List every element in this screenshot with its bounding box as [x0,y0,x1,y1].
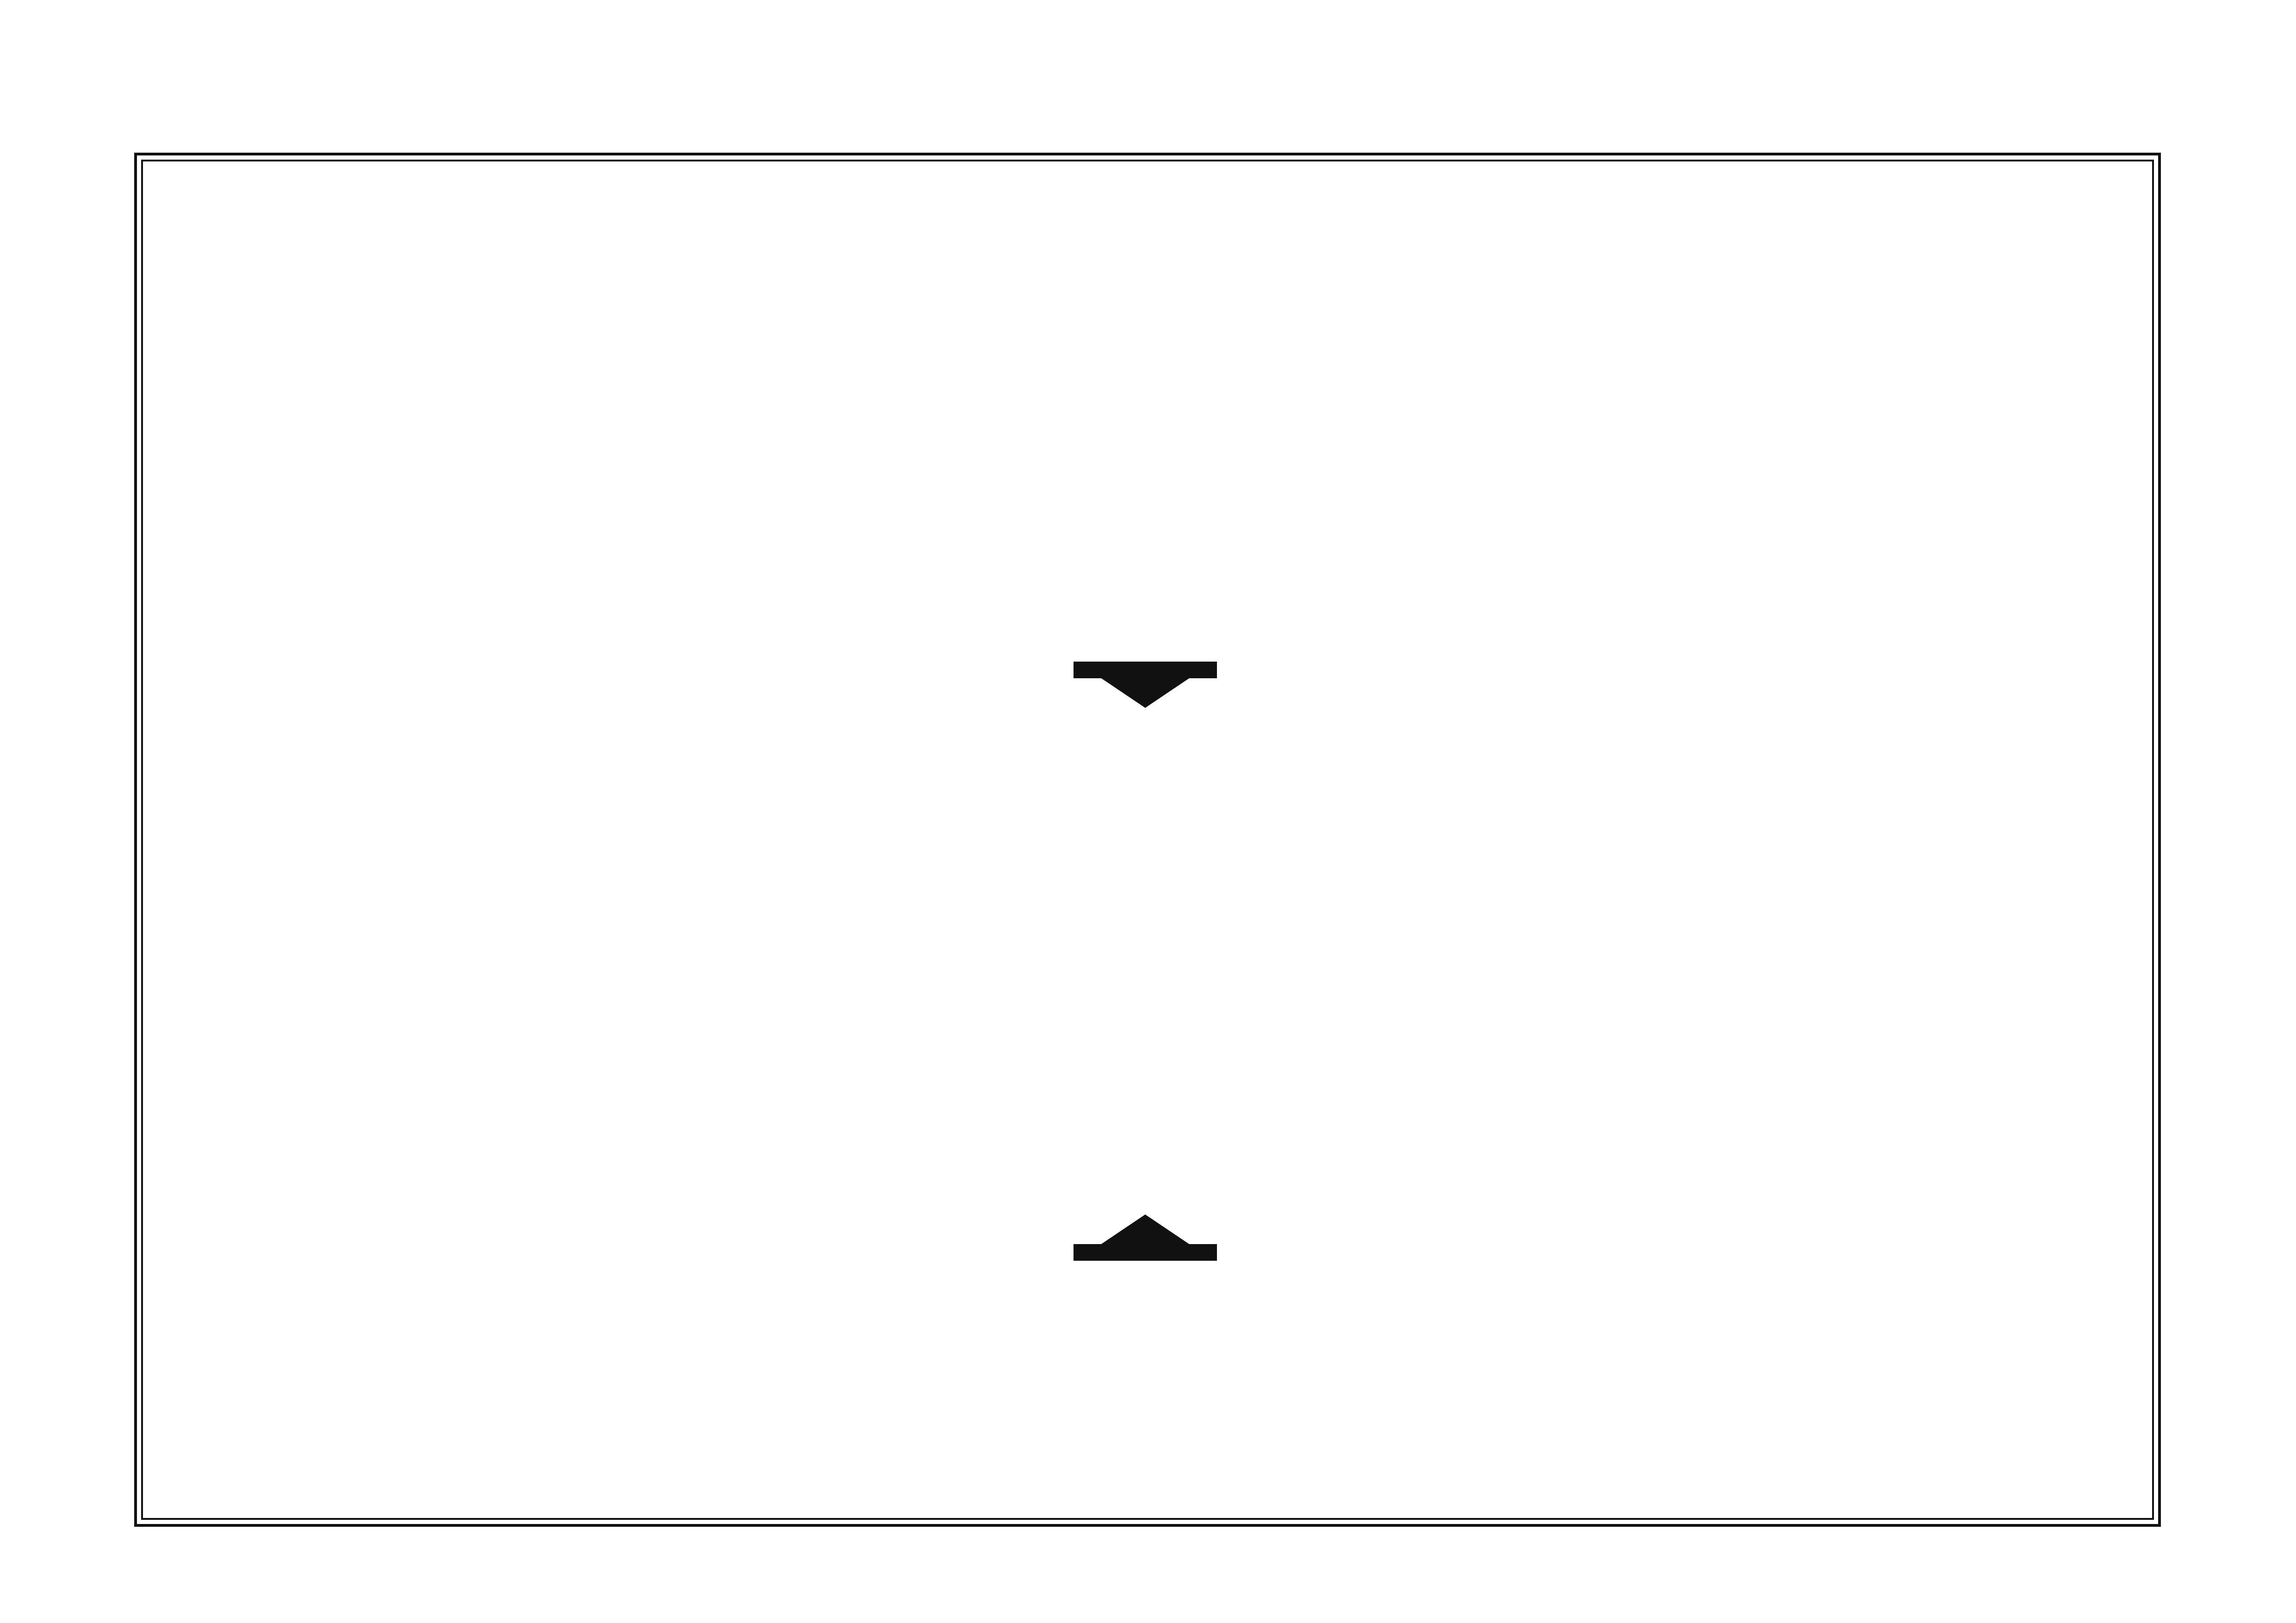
spine-bottom-ornament [1074,1214,1217,1261]
page-inner-border [141,160,2154,1520]
spine-top-ornament [1074,662,1217,708]
